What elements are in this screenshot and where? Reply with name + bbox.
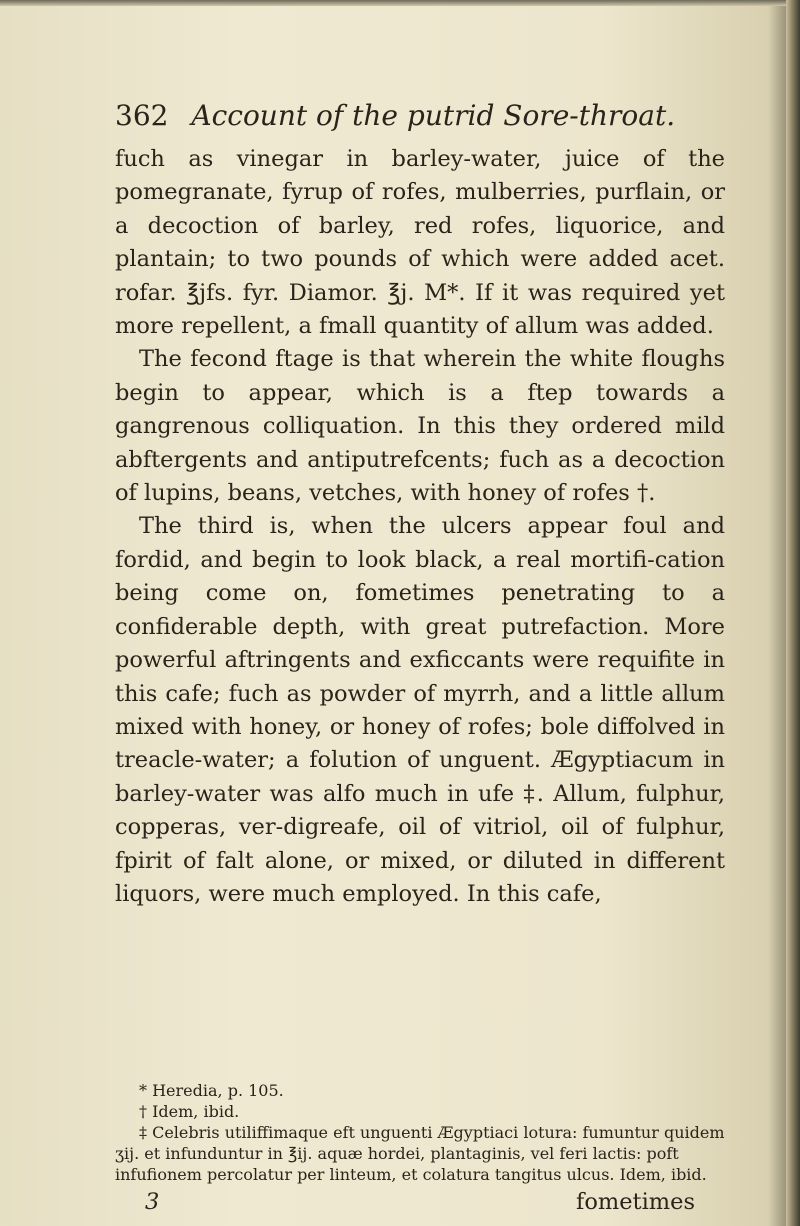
signature-mark: 3 [145, 1189, 160, 1215]
footnote-1: * Heredia, p. 105. [139, 1081, 284, 1100]
body-text [115, 143, 725, 911]
paragraph-3: The third is, when the ulcers appear foul and fordid, and begin to look black, a real mortifi-cation being come on, fometimes penetrating to a confiderable depth, with great putrefaction. More powerful aftringents and exficcants were requifite in this cafe; fuch as powder of myrrh, and a little allum mixed with honey, or honey of rofes; bole diffolved in treacle-water; a folution of unguent. Ægyptiacum in barley-water was alfo much in ufe ‡. Allum, fulphur, copperas, ver-digreafe, oil of vitriol, oil of fulphur, fpirit of falt alone, or mixed, or diluted in different liquors, were much employed. In this cafe, [115, 513, 725, 907]
footnote-3: ‡ Celebris utiliffimaque eft unguenti Ægyptiaci lotura: fumuntur quidem ʒij. et infunduntur in ℥ij. aquæ hordei, plantaginis, vel feri lactis: poft infufionem percolatur per linteum, et colatura tangitus ulcus. Idem, ibid. [115, 1123, 725, 1184]
catchword: fometimes [576, 1189, 695, 1215]
running-header [115, 96, 715, 136]
paragraph-1: fuch as vinegar in barley-water, juice of the pomegranate, fyrup of rofes, mulberries, purflain, or a decoction of barley, red rofes, liquorice, and plantain; to two pounds of which were added acet. rofar. ℥jfs. fyr. Diamor. ℥j. M*. If it was required yet more repellent, a fmall quantity of allum was added. [115, 146, 725, 340]
book-binding-edge [786, 0, 800, 1226]
footnotes [115, 1080, 730, 1185]
footnote-2: † Idem, ibid. [139, 1102, 240, 1121]
running-title: Account of the putrid Sore-throat. [191, 99, 676, 132]
paragraph-2: The fecond ftage is that wherein the white floughs begin to appear, which is a ftep towards a gangrenous colliquation. In this they ordered mild abftergents and antiputrefcents; fuch as a decoction of lupins, beans, vetches, with honey of rofes †. [115, 346, 725, 507]
catchline [115, 1188, 695, 1216]
page-number: 362 [115, 99, 169, 132]
page-top-edge [0, 0, 800, 6]
